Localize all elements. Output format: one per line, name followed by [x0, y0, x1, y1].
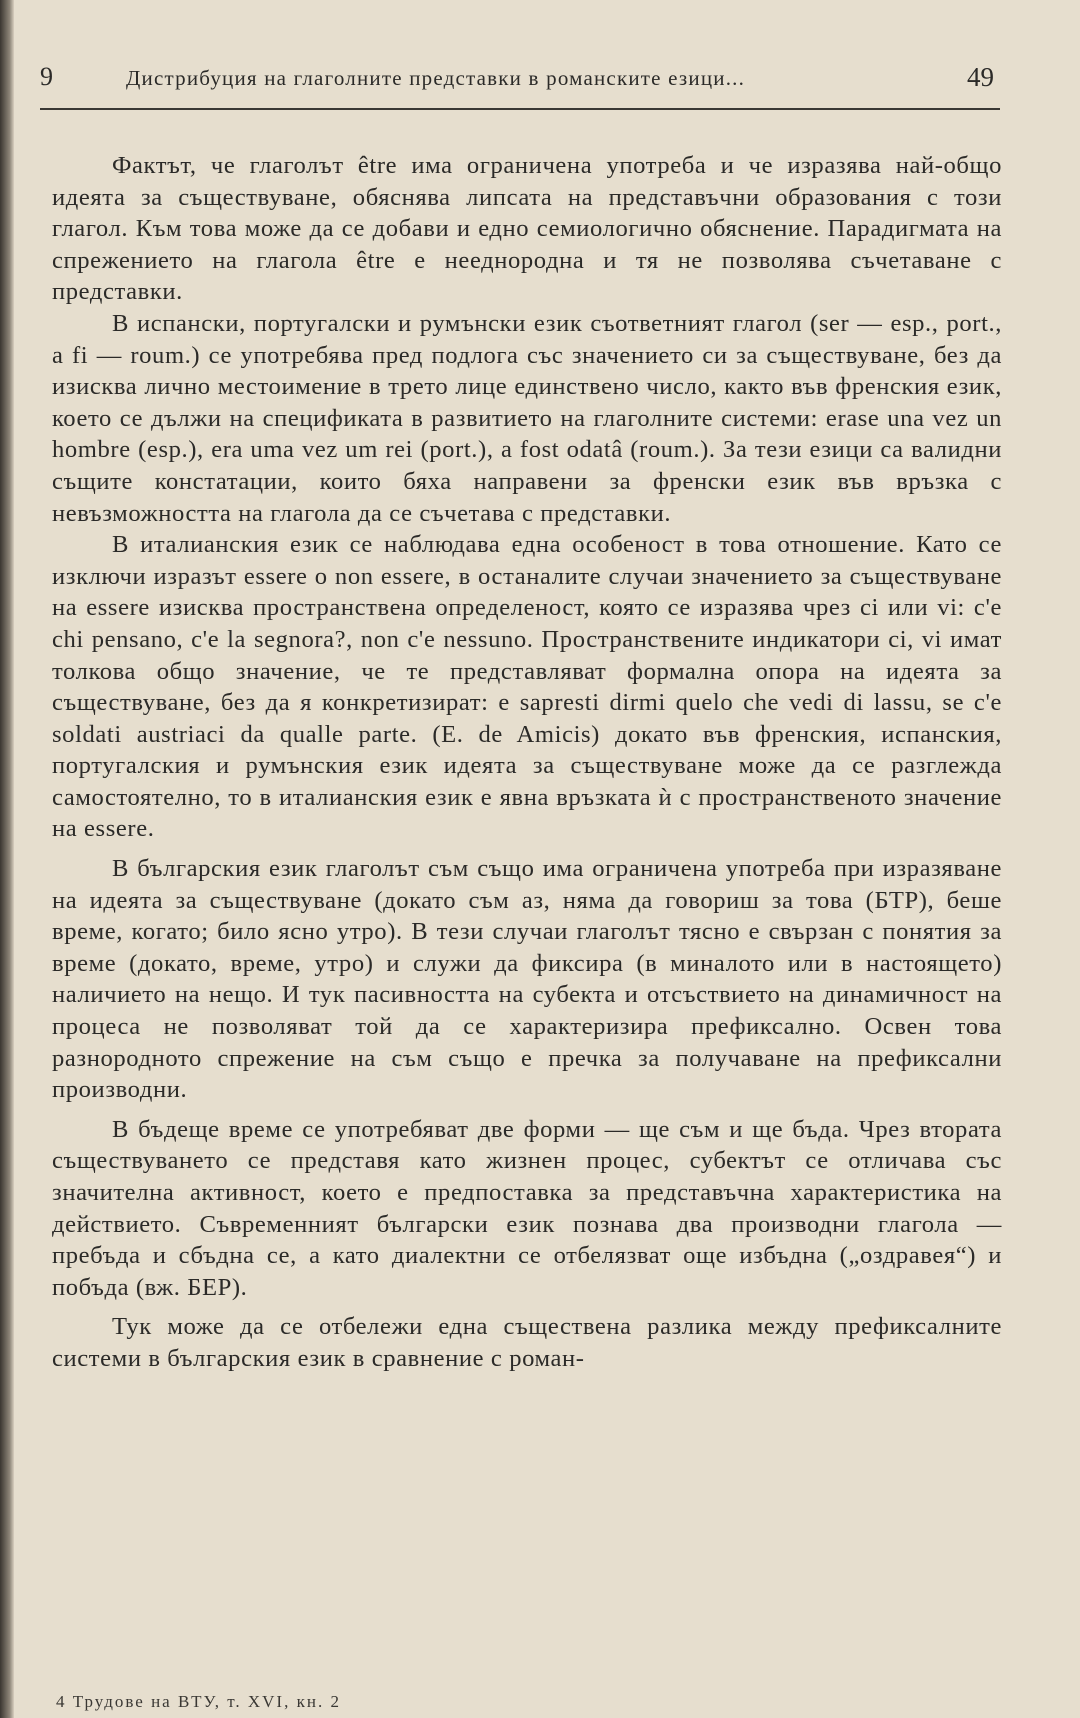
paragraph: В българския език глаголът съм също има ограничена употреба при изразяване на идеята за съществуване (докато съм аз, няма да говориш за това (БТР), беше време, когато; било ясно утро). В тези случаи глаголът тясно е свързан с понятия за време (докато, време, утро) и служи да фиксира (в миналото или в настоящето) наличието на нещо. И тук пасивността на субекта и отсъствието на динамичност на процеса не позволяват той да се характеризира префиксално. Освен това разнородното спрежение на съм също е пречка за получаване на префиксални производни.	[52, 855, 1002, 1104]
paragraph: Тук може да се отбележи една съществена разлика между префиксалните системи в българския език в сравнение с роман-	[52, 1313, 1002, 1372]
paragraph: В испански, португалски и румънски език съответният глагол (ser — esp., port., a fi — roum.) се употребява пред подлога със значението си за съществуване, без да изисква лично местоимение в трето лице единствено число, както във френския език, което се дължи на спецификата в развитието на глаголните системи: erase una vez un hombre (esp.), era uma vez um rei (port.), a fost odatâ (roum.). За тези езици са валидни същите констатации, които бяха направени за френски език във връзка с невъзможността на глагола да се съчетава с представки.	[52, 309, 1002, 527]
body-text	[52, 150, 1002, 1375]
running-title: Дистрибуция на глаголните представки в романските езици...	[126, 66, 746, 90]
paragraph: В италианския език се наблюдава една особеност в това отношение. Като се изключи изразът essere o non essere, в останалите случаи значението за съществуване на essere изисква пространствена определеност, която се изразява чрез ci или vi: c'e chi pensano, c'e la segnora?, non c'e nessuno. Пространствените индикатори ci, vi имат толкова общо значение, че те представляват формална опора на идеята за съществуване, без да я конкретизират: e sapresti dirmi quelo che vedi di lassu, se c'e soldati austriaci da qualle parte. (E. de Amicis) докато във френския, испанския, португалския и румънския език идеята за съществуване може да се разглежда самостоятелно, то в италианския език е явна връзката ѝ с пространственото значение на essere.	[52, 531, 1002, 843]
page-number-left: 9	[40, 62, 53, 91]
page-number-right: 49	[967, 62, 994, 92]
running-header	[40, 62, 1000, 110]
footer-signature: 4 Трудове на ВТУ, т. XVI, кн. 2	[56, 1692, 341, 1711]
book-spine-shadow	[0, 0, 14, 1718]
paragraph: Фактът, че глаголът être има ограничена употреба и че изразява най-общо идеята за съществуване, обяснява липсата на представъчни образования с този глагол. Към това може да се добави и едно семиологично обяснение. Парадигмата на спрежението на глагола être е нееднородна и тя не позволява съчетаване с представки.	[52, 152, 1002, 306]
paragraph: В бъдеще време се употребяват две форми — ще съм и ще бъда. Чрез втората съществуването се представя като жизнен процес, субектът се отличава със значителна активност, което е предпоставка за представъчна характеристика на действието. Съвременният български език познава два производни глагола — пребъда и сбъдна се, а като диалектни се отбелязват още избъдна („оздравея“) и побъда (вж. БЕР).	[52, 1115, 1002, 1301]
